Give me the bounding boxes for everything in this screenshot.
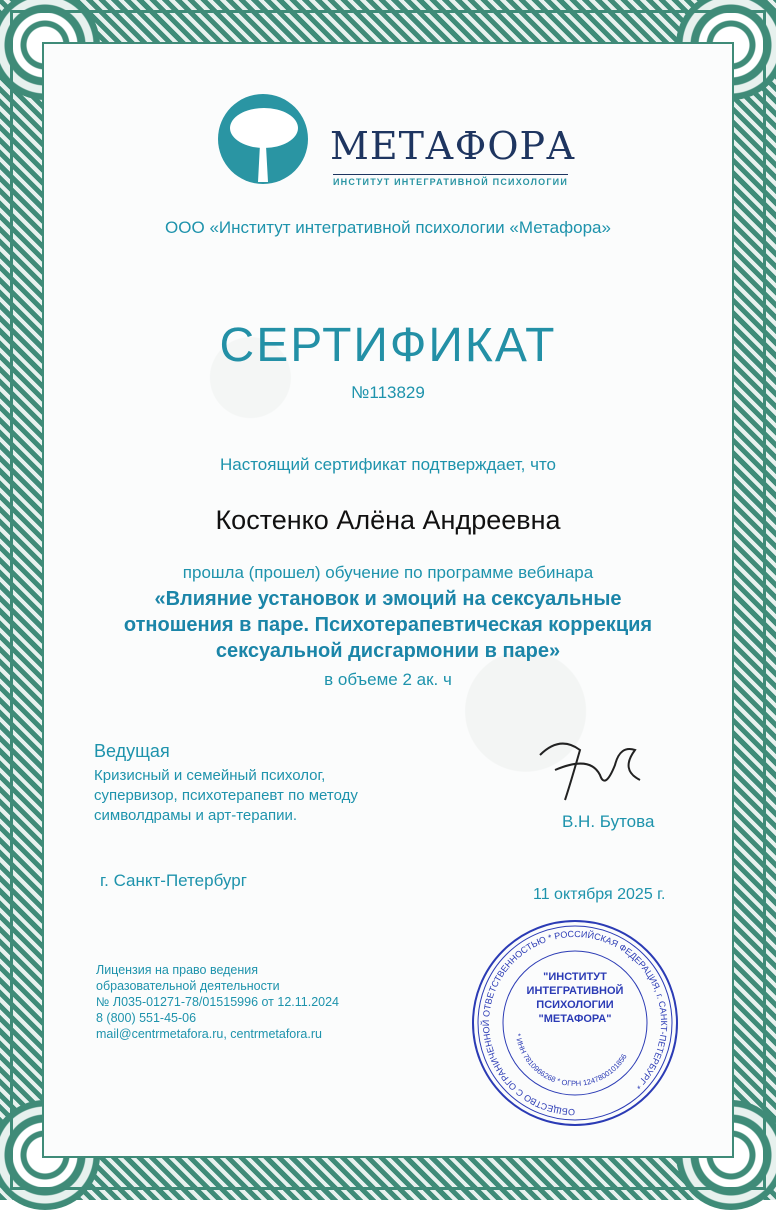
logo-brand: МЕТАФОРА — [330, 124, 576, 168]
recipient-name: Костенко Алёна Андреевна — [215, 505, 561, 535]
program-title — [0, 586, 776, 664]
stamp-outer-text: ОБЩЕСТВО С ОГРАНИЧЕННОЙ ОТВЕТСТВЕННОСТЬЮ * РОССИЙСКАЯ ФЕДЕРАЦИЯ, г. САНКТ-ПЕТЕРБУРГ * — [481, 928, 670, 1118]
program-line: отношения в паре. Психотерапевтическая коррекция — [123, 614, 653, 636]
issue-date: 11 октября 2025 г. — [533, 886, 666, 903]
license-number: № Л035-01271-78/01515996 от 12.11.2024 — [96, 995, 339, 1009]
lead-role — [94, 766, 358, 826]
confirm-text: Настоящий сертификат подтверждает, что — [219, 455, 557, 474]
license-line: Лицензия на право ведения — [96, 963, 259, 977]
contacts: mail@centrmetafora.ru, centrmetafora.ru — [96, 1027, 322, 1041]
role-line: Кризисный и семейный психолог, — [94, 767, 326, 784]
stamp-inner-text: * ИНН 7810966268 * ОГРН 1247800101856 — [513, 1032, 629, 1089]
stamp-center-line: ПСИХОЛОГИИ — [536, 999, 614, 1011]
program-line: «Влияние установок и эмоций на сексуальные — [154, 588, 622, 610]
company-stamp — [470, 918, 680, 1128]
lead-name: В.Н. Бутова — [562, 812, 655, 831]
city: г. Санкт-Петербург — [100, 871, 247, 890]
signature — [520, 725, 650, 810]
phone: 8 (800) 551-45-06 — [96, 1011, 197, 1025]
role-line: супервизор, психотерапевт по методу — [94, 787, 358, 804]
volume-text: в объеме 2 ак. ч — [324, 670, 452, 689]
role-line: символдрамы и арт-терапии. — [94, 807, 297, 824]
license-line: образовательной деятельности — [96, 979, 280, 993]
license-info — [96, 962, 339, 1042]
logo-subtitle: ИНСТИТУТ ИНТЕГРАТИВНОЙ ПСИХОЛОГИИ — [333, 174, 568, 188]
lead-label: Ведущая — [94, 741, 170, 761]
certificate-number: №113829 — [351, 383, 425, 402]
stamp-center-line: "МЕТАФОРА" — [538, 1013, 612, 1025]
stamp-center-line: "ИНСТИТУТ — [543, 971, 607, 983]
tree-logo-icon — [218, 94, 308, 184]
passed-text: прошла (прошел) обучение по программе вебинара — [182, 563, 594, 582]
certificate-title: СЕРТИФИКАТ — [219, 319, 557, 372]
stamp-center-line: ИНТЕГРАТИВНОЙ — [526, 985, 624, 997]
organization-name: ООО «Институт интегративной психологии «Метафора» — [165, 218, 611, 237]
program-line: сексуальной дисгармонии в паре» — [215, 640, 561, 662]
